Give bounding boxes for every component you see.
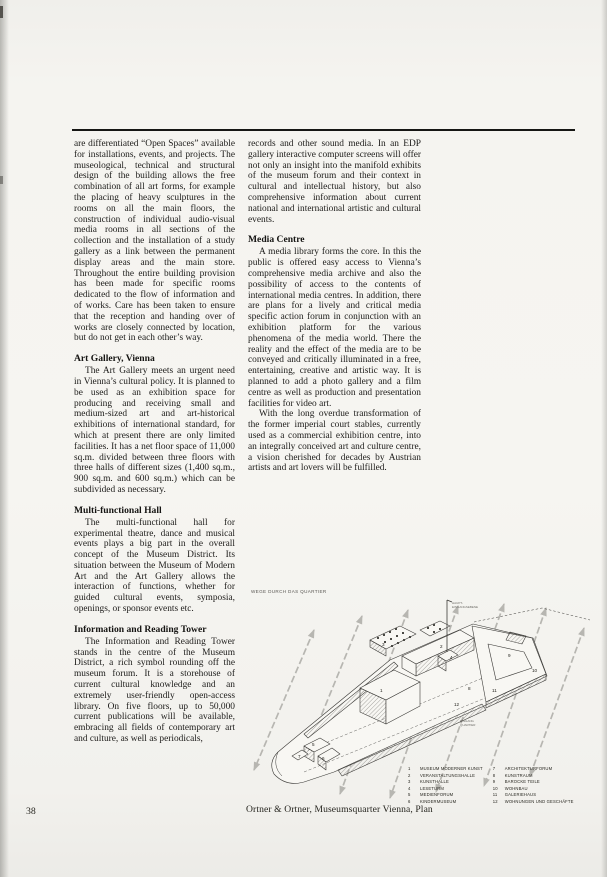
legend-column — [493, 766, 574, 805]
paragraph: A media library forms the core. In this the public is offered easy access to Vienna’s comprehensive media archive and also the possibility of access to the contents of international media centres. In addition, there are plans for a lively and critical media specific action forum in conjunction with an exhibition platform for the various phenomena of the media world. There the reality and the effect of the media are to be conveyed and critically illuminated in a free, entertaining, creative and artistic way. It is planned to add a photo gallery and a film centre as well as production and presentation facilities for video art. — [248, 247, 421, 409]
svg-text:7: 7 — [298, 754, 301, 759]
legend-item: 11 GALERIEHAUS — [492, 792, 537, 797]
legend-column — [408, 766, 483, 805]
svg-text:10: 10 — [532, 668, 538, 673]
diagram-legend — [408, 766, 574, 805]
legend-item: 9 BAROCKE TEILE — [492, 779, 540, 784]
svg-text:9: 9 — [508, 653, 511, 658]
svg-text:QUARTIER: QUARTIER — [460, 723, 476, 727]
section-heading-media-centre: Media Centre — [248, 234, 305, 246]
svg-text:11: 11 — [492, 688, 497, 693]
section-heading-art-gallery: Art Gallery, Vienna — [74, 353, 155, 365]
paragraph: The multi-functional hall for experimental theatre, dance and musical events plays a big part in the overall concept of the Museum District. Its situation between the Museum of Modern Art and the Art Gallery allows the interaction of functions, whether for guided cultural events, symposia, openings, or sponsor events etc. — [74, 517, 235, 615]
text-column-right — [248, 139, 421, 579]
legend-item: 4 LESETURM — [408, 785, 445, 791]
legend-item: 12 WOHNUNGEN UND GESCHÄFTE — [492, 798, 574, 804]
scan-speck — [0, 176, 3, 184]
paragraph: The Art Gallery meets an urgent need in Vienna’s cultural policy. It is planned to be used as an exhibition space for producing and receiving small and medium-sized art and art-historical exhibitions of international standard, for which at present there are only limited facilities. It has a net floor space of 11,000 sq.m. divided between three floors with three halls of different sizes (1,400 sq.m., 900 sq.m. and 600 sq.m.) which can be subdivided as necessary. — [74, 366, 235, 495]
figure-caption: Ortner & Ortner, Museumsquarter Vienna, Plan — [246, 804, 433, 815]
paragraph: records and other sound media. In an EDP gallery interactive computer screens will offer not only an insight into the manifold exhibits of the museum forum and their context in cultural and intellectual history, but also comprehensive information about current national and international artistic and cultural events. — [248, 139, 421, 225]
text-column-left — [74, 139, 235, 831]
scan-speck — [0, 6, 3, 18]
header-rule — [72, 129, 575, 131]
svg-text:EINGANG: EINGANG — [460, 719, 474, 723]
legend-item: 2 VERANSTALTUNGSHALLE — [408, 772, 476, 778]
svg-text:HAUPT-: HAUPT- — [452, 601, 464, 605]
legend-item: 5 MEDIENFORUM — [408, 792, 454, 797]
svg-text:6: 6 — [322, 756, 325, 761]
paragraph: The Information and Reading Tower stands in the centre of the Museum District, a rich symbol rounding off the museum forum. It is a storehouse of current cultural knowledge and an extremely user-friendly open-access library. On five floors, up to 50,000 current publications will be available, embracing all fields of contemporary art and culture, as well as periodicals, — [74, 636, 235, 745]
legend-item: 3 KUNSTHALLE — [408, 779, 449, 784]
svg-text:3: 3 — [382, 642, 385, 647]
legend-item: 8 KUNSTRAUM — [492, 772, 533, 778]
svg-text:1: 1 — [380, 688, 383, 693]
paragraph: With the long overdue transformation of the former imperial court stables, currently used as a commercial exhibition centre, into an integrally conceived art and culture centre, a vision cherished for decades by Austrian artists and art lovers will be fulfilled. — [248, 409, 421, 474]
dotted-roof-building — [420, 621, 450, 636]
section-heading-multifunctional-hall: Multi-functional Hall — [74, 504, 162, 516]
legend-item: 6 KINDERMUSEUM — [408, 798, 457, 804]
svg-text:8: 8 — [468, 686, 471, 691]
scan-edge-right — [601, 0, 607, 877]
section-heading-reading-tower: Information and Reading Tower — [74, 623, 207, 635]
diagram-title: WEGE DURCH DAS QUARTIER — [251, 589, 327, 594]
svg-text:5: 5 — [312, 742, 315, 747]
svg-text:2: 2 — [440, 644, 443, 649]
legend-item: 7 ARCHITEKTURFORUM — [492, 766, 553, 771]
scan-edge-left — [0, 0, 9, 877]
svg-text:4: 4 — [450, 655, 453, 660]
legend-item: 1 MUSEUM MODERNER KUNST — [408, 766, 483, 771]
legend-item: 10 WOHNBAU — [492, 785, 528, 791]
paragraph: are differentiated “Open Spaces” available for installations, events, and projects. The museological, technical and structural design of the building allows the free combination of all art forms, for example the placing of heavy sculptures in the rooms on all the main floors, the construction of individual audio-visual media rooms in all sections of the collection and the installation of a study gallery as a link between the permanent display areas and the main store. Throughout the entire building provision has been made for specific rooms dedicated to the flow of information and of works. Care has been taken to ensure that the reception and handing over of works are closely connected by location, but do not get in each other’s way. — [74, 139, 235, 344]
svg-text:EINGANGSEBENE: EINGANGSEBENE — [452, 605, 479, 609]
svg-text:12: 12 — [454, 702, 460, 707]
page-number: 38 — [26, 806, 36, 817]
